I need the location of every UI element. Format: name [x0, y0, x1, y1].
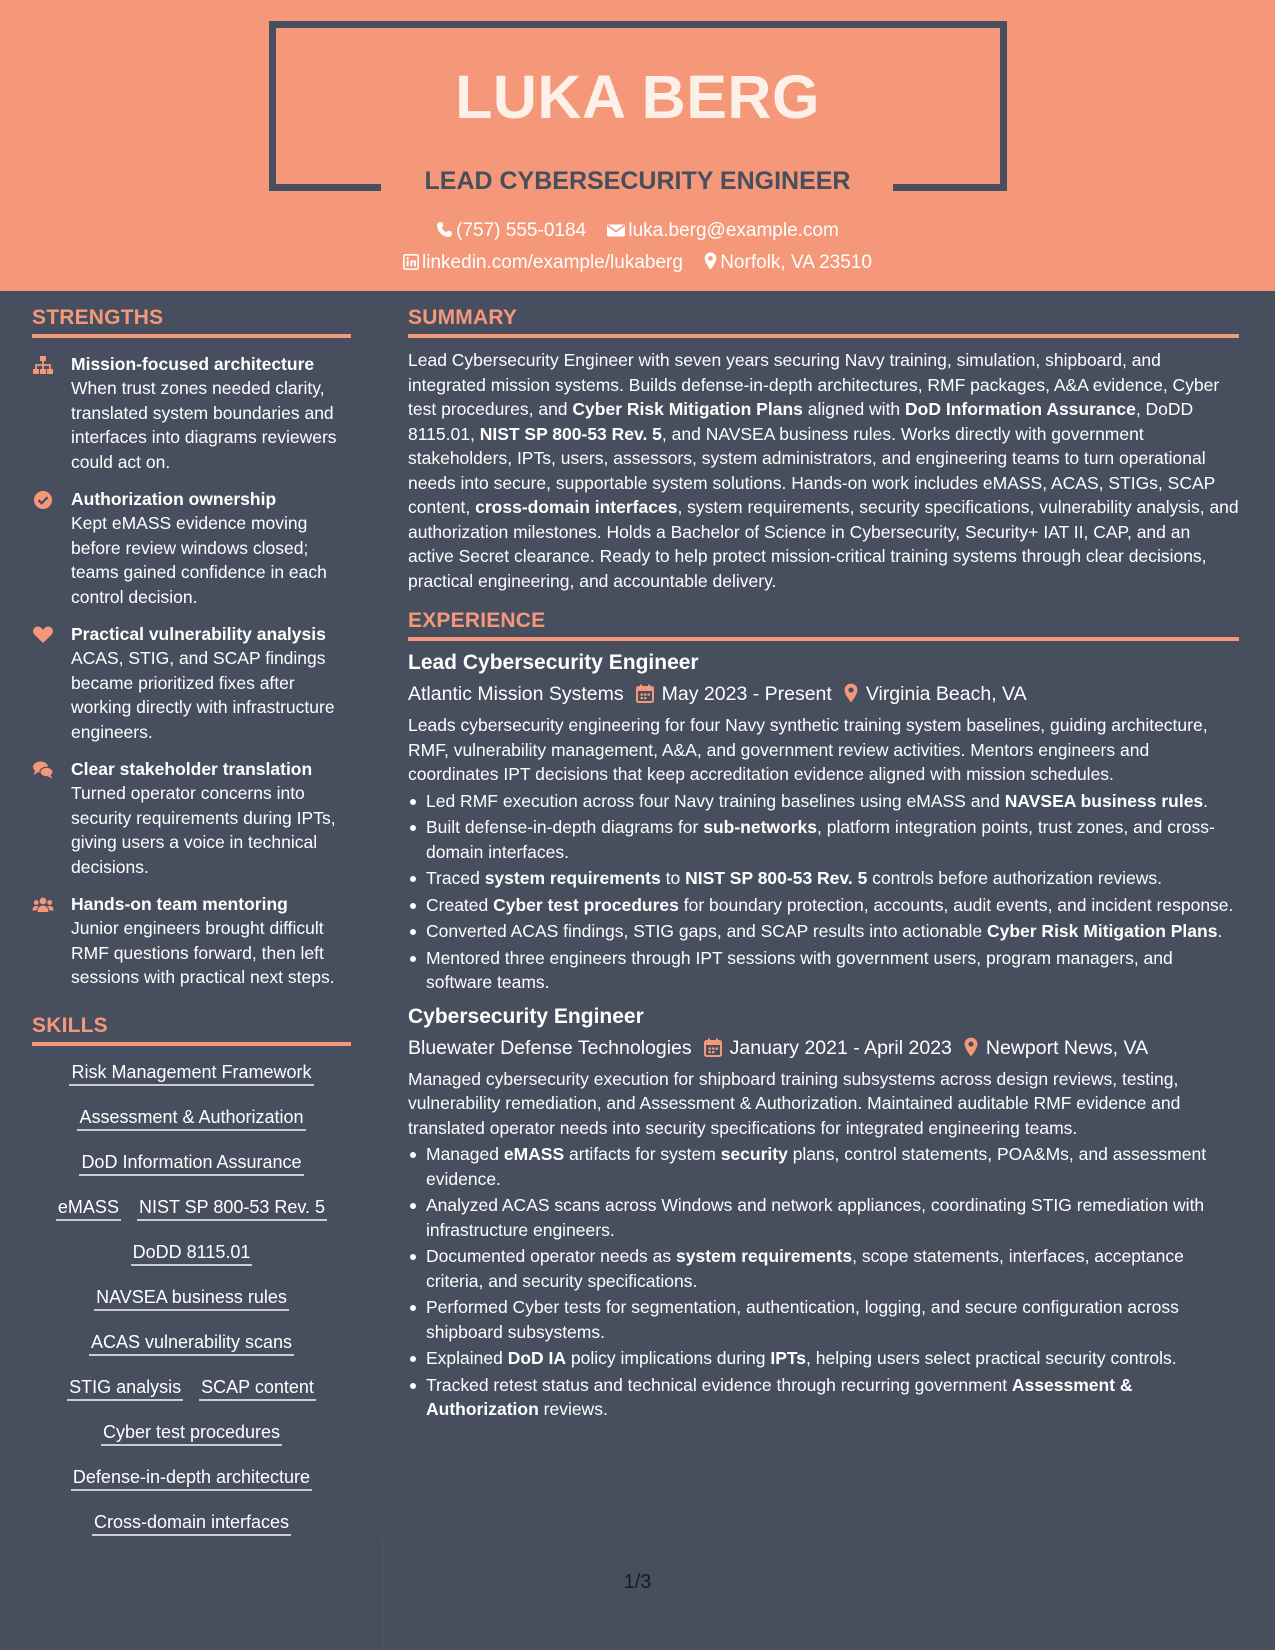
contact-row-1 [0, 220, 1275, 242]
skill-tag: Defense-in-depth architecture [71, 1465, 312, 1491]
skill-tag: NAVSEA business rules [94, 1285, 289, 1311]
strength-description: Kept eMASS evidence moving before review windows closed; teams gained confidence in each control decision. [71, 513, 327, 607]
bullet-item: Performed Cyber tests for segmentation, authentication, logging, and secure configuration across shipboard subsystems. [408, 1295, 1239, 1344]
skill-tag: Cross-domain interfaces [92, 1510, 291, 1536]
skill-tag: Assessment & Authorization [77, 1105, 305, 1131]
phone-contact[interactable] [436, 220, 586, 242]
map-pin-icon [844, 683, 858, 703]
envelope-icon [607, 223, 625, 238]
experience-heading: EXPERIENCE [408, 609, 1239, 641]
skill-tag: SCAP content [199, 1375, 316, 1401]
strength-item [32, 892, 351, 990]
job-meta [408, 680, 1239, 708]
strength-title: Mission-focused architecture [71, 354, 315, 374]
contact-row-2 [0, 252, 1275, 274]
phone-icon [436, 221, 453, 238]
strength-item [32, 622, 351, 744]
bullet-item: Documented operator needs as system requirements, scope statements, interfaces, acceptance criteria, and security specifications. [408, 1244, 1239, 1293]
skill-tag: DoDD 8115.01 [131, 1240, 253, 1266]
skills-heading: SKILLS [32, 1014, 351, 1046]
strength-title: Hands-on team mentoring [71, 894, 288, 914]
bullet-item: Built defense-in-depth diagrams for sub-networks, platform integration points, trust zones, and cross-domain interfaces. [408, 815, 1239, 864]
company-name: Atlantic Mission Systems [408, 683, 624, 705]
linkedin-contact[interactable] [403, 252, 683, 274]
job-bullets [408, 1142, 1239, 1422]
skill-tag: Risk Management Framework [69, 1060, 313, 1086]
summary-heading: SUMMARY [408, 306, 1239, 338]
skill-tag: STIG analysis [67, 1375, 183, 1401]
users-icon [32, 895, 54, 915]
strength-description: Turned operator concerns into security requirements during IPTs, giving users a voice in technical decisions. [71, 783, 336, 877]
strength-item [32, 487, 351, 609]
calendar-icon [704, 1038, 722, 1057]
bullet-item: Managed eMASS artifacts for system security plans, control statements, POA&Ms, and assessment evidence. [408, 1142, 1239, 1191]
linkedin-text: linkedin.com/example/lukaberg [422, 252, 683, 273]
company-name: Bluewater Defense Technologies [408, 1036, 692, 1059]
candidate-title: LEAD CYBERSECURITY ENGINEER [424, 167, 851, 195]
job-title: Lead Cybersecurity Engineer [408, 651, 699, 674]
page-number: 1/3 [623, 1571, 652, 1593]
candidate-name: LUKA BERG [455, 63, 820, 131]
skill-tag: eMASS [56, 1195, 121, 1221]
strength-description: ACAS, STIG, and SCAP findings became prioritized fixes after working directly with infrastructure engineers. [71, 648, 335, 742]
strength-title: Clear stakeholder translation [71, 759, 313, 779]
linkedin-icon [403, 254, 419, 270]
bullet-item: Explained DoD IA policy implications during IPTs, helping users select practical security controls. [408, 1346, 1239, 1371]
skill-tag: NIST SP 800-53 Rev. 5 [137, 1195, 327, 1221]
job-dates: January 2021 - April 2023 [729, 1036, 952, 1059]
resume-header [0, 0, 1275, 291]
skill-tag: Cyber test procedures [101, 1420, 282, 1446]
comments-icon [32, 760, 54, 780]
sitemap-icon [32, 355, 54, 375]
summary-text: Lead Cybersecurity Engineer with seven years securing Navy training, simulation, shipboard, and integrated mission systems. Builds defense-in-depth architectures, RMF packages, A&A evidence, Cyber test procedures, and Cyber Risk Mitigation Plans aligned with DoD Information Assurance, DoDD 8115.01, NIST SP 800-53 Rev. 5, and NAVSEA business rules. Works directly with government stakeholders, IPTs, users, assessors, system administrators, and engineering teams to turn operational needs into secure, supportable system solutions. Hands-on work includes eMASS, ACAS, STIGs, SCAP content, cross-domain interfaces, system requirements, security specifications, vulnerability analysis, and authorization milestones. Holds a Bachelor of Science in Cybersecurity, Security+ IAT II, CAP, and an active Secret clearance. Ready to help protect mission-critical training systems through clear decisions, practical engineering, and accountable delivery. [408, 350, 1239, 591]
map-pin-icon [964, 1037, 978, 1057]
location-text: Norfolk, VA 23510 [720, 252, 872, 273]
job-dates: May 2023 - Present [661, 683, 832, 705]
job-location: Newport News, VA [985, 1036, 1149, 1059]
strength-title: Practical vulnerability analysis [71, 624, 326, 644]
column-divider [382, 1540, 383, 1650]
job-description: Leads cybersecurity engineering for four Navy synthetic training system baselines, guiding architecture, RMF, vulnerability management, A&A, and government review activities. Mentors engineers and coordinates IPT decisions that keep accreditation evidence aligned with mission schedules. [408, 715, 1208, 784]
check-circle-icon [32, 490, 54, 510]
email-contact[interactable] [607, 220, 838, 242]
bullet-item: Traced system requirements to NIST SP 800-53 Rev. 5 controls before authorization reviews. [408, 866, 1239, 891]
job-title: Cybersecurity Engineer [408, 1004, 644, 1028]
calendar-icon [636, 684, 654, 703]
strength-item [32, 352, 351, 474]
location-contact [704, 252, 872, 274]
left-column [32, 306, 351, 1555]
job-entry [408, 649, 1239, 995]
job-location: Virginia Beach, VA [865, 683, 1027, 705]
strengths-heading: STRENGTHS [32, 306, 351, 338]
skill-tag: DoD Information Assurance [79, 1150, 303, 1176]
bullet-item: Tracked retest status and technical evidence through recurring government Assessment & Authorization reviews. [408, 1373, 1239, 1422]
strength-title: Authorization ownership [71, 489, 277, 509]
strength-description: Junior engineers brought difficult RMF questions forward, then left sessions with practical next steps. [71, 918, 335, 987]
phone-text: (757) 555-0184 [456, 220, 587, 241]
email-text: luka.berg@example.com [628, 220, 839, 241]
bullet-item: Led RMF execution across four Navy training baselines using eMASS and NAVSEA business rules. [408, 789, 1239, 814]
map-pin-icon [704, 252, 717, 270]
job-entry [408, 1003, 1239, 1422]
bullet-item: Created Cyber test procedures for boundary protection, accounts, audit events, and incident response. [408, 893, 1239, 918]
job-meta [408, 1034, 1239, 1062]
bullet-item: Converted ACAS findings, STIG gaps, and SCAP results into actionable Cyber Risk Mitigation Plans. [408, 919, 1239, 944]
skill-tag: ACAS vulnerability scans [89, 1330, 294, 1356]
strength-item [32, 757, 351, 879]
right-column [408, 306, 1239, 1424]
strength-description: When trust zones needed clarity, translated system boundaries and interfaces into diagrams reviewers could act on. [71, 378, 337, 472]
heart-icon [32, 625, 54, 645]
job-bullets [408, 789, 1239, 995]
bullet-item: Analyzed ACAS scans across Windows and network appliances, coordinating STIG remediation with infrastructure engineers. [408, 1193, 1239, 1242]
bullet-item: Mentored three engineers through IPT sessions with government users, program managers, and software teams. [408, 946, 1239, 995]
skills-list [32, 1060, 351, 1536]
job-description: Managed cybersecurity execution for shipboard training subsystems across design reviews, testing, vulnerability remediation, and Assessment & Authorization. Maintained auditable RMF evidence and translated operator needs into security specifications for integrated engineering teams. [408, 1068, 1181, 1138]
